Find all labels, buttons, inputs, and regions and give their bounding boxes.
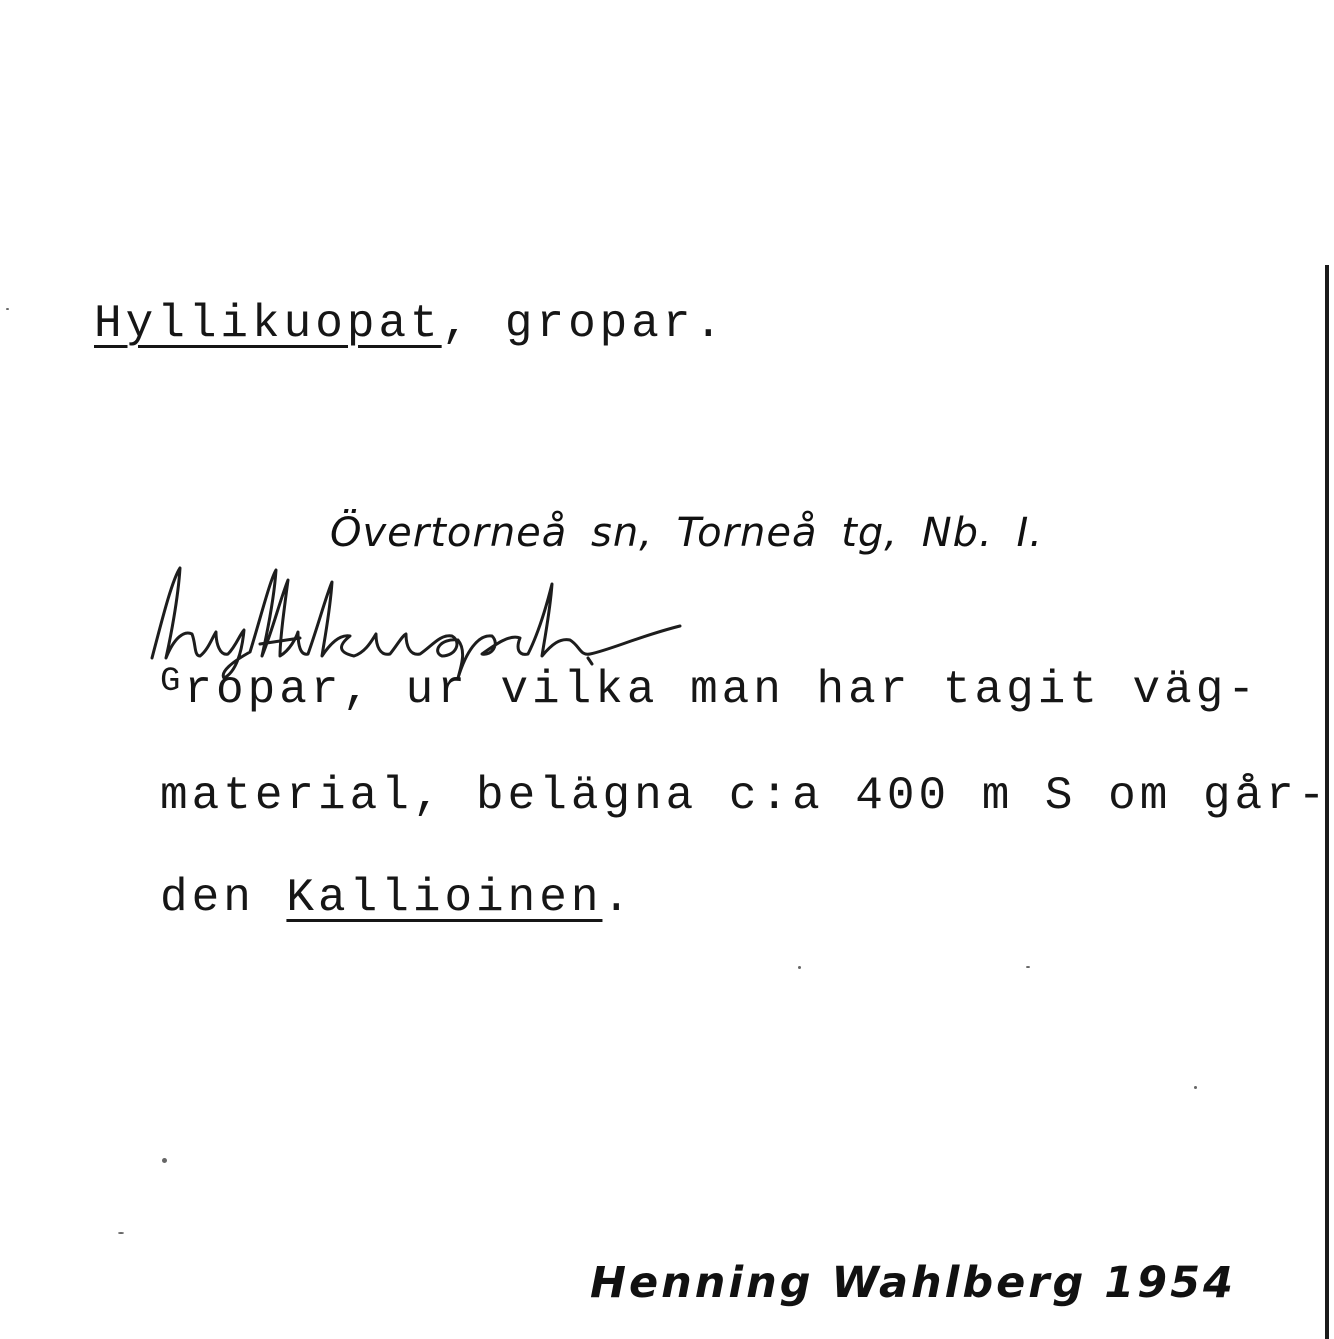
collector-stamp: Henning Wahlberg 1954 bbox=[590, 1258, 1236, 1308]
paper-speck bbox=[798, 966, 801, 969]
farm-name: Kallioinen bbox=[286, 872, 603, 924]
paper-speck bbox=[1026, 966, 1030, 968]
headword-gloss: , gropar. bbox=[441, 298, 727, 350]
paper-speck bbox=[1194, 1086, 1197, 1089]
description-line-3 bbox=[160, 872, 634, 924]
description-initial: G bbox=[160, 663, 185, 701]
description-line-1 bbox=[160, 663, 1259, 716]
headword-line bbox=[94, 298, 726, 350]
headword: Hyllikuopat bbox=[94, 298, 442, 350]
paper-speck bbox=[6, 308, 9, 310]
description-line-1-text: ropar, ur vilka man har tagit väg- bbox=[184, 664, 1259, 716]
location-stamp: Övertorneå sn, Torneå tg, Nb. I. bbox=[330, 510, 1043, 556]
paper-speck bbox=[162, 1158, 167, 1163]
description-line-3-suffix: . bbox=[602, 872, 635, 924]
handwritten-form bbox=[140, 560, 730, 680]
paper-speck bbox=[118, 1232, 124, 1234]
description-line-2: material, belägna c:a 400 m S om går- bbox=[160, 770, 1330, 822]
description-line-3-prefix: den bbox=[160, 872, 287, 924]
